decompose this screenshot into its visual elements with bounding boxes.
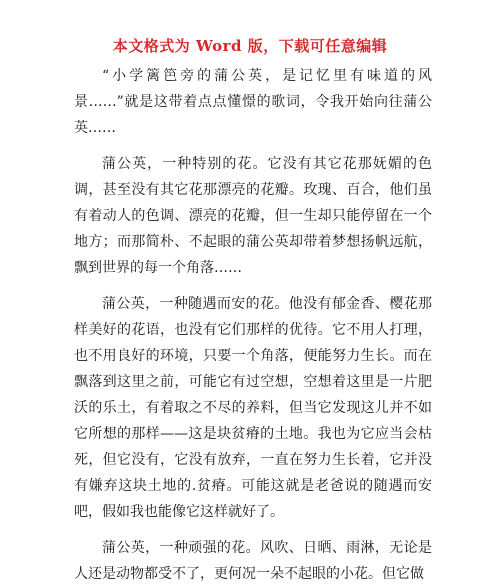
document-body <box>74 63 432 587</box>
paragraph: 蒲公英，一种特别的花。它没有其它花那妩媚的色调，甚至没有其它花那漂亮的花瓣。玫瑰、百合，他们虽有着动人的色调、漂亮的花瓣，但一生却只能停留在一个地方；而那简朴、不起眼的蒲公英却带着梦想扬帆远航，飘到世界的每一个角落…… <box>74 156 432 276</box>
paragraph: 蒲公英，一种顽强的花。风吹、日晒、雨淋，无论是人还是动物都受不了，更何况一朵不起眼的小花。但它做 <box>74 540 432 582</box>
paragraph: 蒲公英，一种随遇而安的花。他没有郁金香、樱花那样美好的花语，也没有它们那样的优待。它不用人打理，也不用良好的环境，只要一个角落，便能努力生长。而在飘落到这里之前，可能它有过空想，空想着这里是一片肥沃的乐土，有着取之不尽的养料，但当它发现这儿并不如它所想的那样——这是块贫瘠的土地。我也为它应当会枯死，但它没有，它没有放弃，一直在努力生长着，它并没有嫌弃这块土地的.贫瘠。可能这就是老爸说的随遇而安吧，假如我也能像它这样就好了。 <box>74 296 432 520</box>
document-title: 本文格式为 Word 版，下载可任意编辑 <box>112 37 388 55</box>
paragraph: “小学篱笆旁的蒲公英，是记忆里有味道的风景……”就是这带着点点懂憬的歌词，令我开始向往蒲公英…… <box>74 68 432 136</box>
